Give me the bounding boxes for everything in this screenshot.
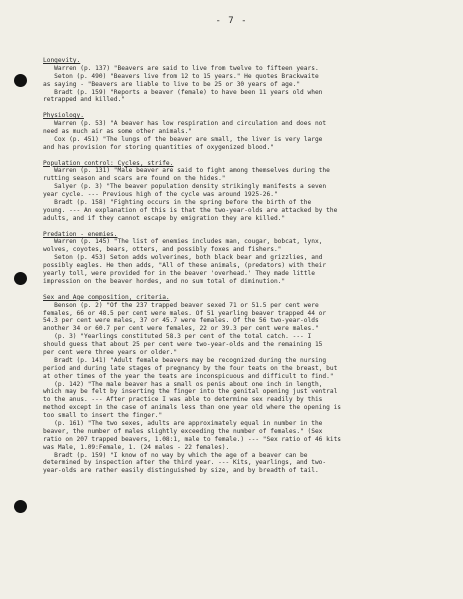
text-line: Seton (p. 490) "Beavers live from 12 to 15 years." He quotes Brackwaite [43, 72, 319, 80]
text-line: and has provision for storing quantities of oxygenized blood." [43, 143, 274, 151]
text-line: ratio on 207 trapped beavers, 1.08:1, male to female.) --- "Sex ratio of 46 kits [43, 435, 342, 443]
text-line: Salyer (p. 3) "The beaver population density strikingly manifests a seven [43, 183, 327, 191]
text-line: to the anus. --- After practice I was able to determine sex readily by this [43, 396, 323, 404]
section [43, 294, 441, 475]
text-line: 54.3 per cent were males, 37 or 45.7 were females. Of the 56 two-year-olds [43, 317, 319, 325]
punch-hole-top [14, 74, 27, 87]
punch-hole-middle [14, 272, 27, 285]
text-line: was Male, 1.09:Female, 1. (24 males - 22 females). [43, 443, 230, 451]
section [43, 112, 441, 151]
text-line: Bradt (p. 159) "I know of no way by which the age of a beaver can be [43, 451, 308, 459]
text-line: need as much air as some other animals." [43, 128, 193, 136]
text-line: too small to insert the finger." [43, 412, 163, 420]
text-line: yearly toll, were provided for in the beaver 'overhead.' They made little [43, 270, 315, 278]
text-line: Bradt (p. 141) "Adult female beavers may be recognized during the nursing [43, 356, 327, 364]
text-line: at other times of the year the teats are inconspicuous and difficult to find." [43, 372, 334, 380]
text-line: should guess that about 25 per cent were two-year-olds and the remaining 15 [43, 341, 323, 349]
section-heading: Predation - enemies. [43, 230, 118, 238]
text-line: impression on the beaver hordes, and no sum total of diminution." [43, 277, 286, 285]
text-line: method except in the case of animals less than one year old where the opening is [43, 404, 342, 412]
text-line: which may be felt by inserting the finger into the genital opening just ventral [43, 388, 338, 396]
text-line: year cycle. --- Previous high of the cycle was around 1925-26." [43, 191, 278, 199]
text-line: (p. 3) "Yearlings constituted 58.3 per cent of the total catch. --- I [43, 333, 312, 341]
text-line: rutting season and scars are found on the hides." [43, 175, 226, 183]
text-line: year-olds are rather easily distinguished by size, and by breadth of tail. [43, 467, 319, 475]
section [43, 160, 441, 223]
text-line: Seton (p. 453) Seton adds wolverines, both black bear and grizzlies, and [43, 254, 323, 262]
text-line: retrapped and killed." [43, 96, 125, 104]
text-line: Warren (p. 145) "The list of enemies includes man, cougar, bobcat, lynx, [43, 238, 323, 246]
text-line: wolves, coyotes, bears, otters, and possibly foxes and fishers." [43, 246, 282, 254]
text-line: Warren (p. 53) "A beaver has low respiration and circulation and does not [43, 120, 327, 128]
text-line: young. --- An explanation of this is that the two-year-olds are attacked by the [43, 206, 338, 214]
text-line: beaver, the number of males slightly exceeding the number of females." (Sex [43, 427, 323, 435]
text-line: Bradt (p. 158) "Fighting occurs in the spring before the birth of the [43, 199, 312, 207]
text-line: possibly eagles. He then adds, "All of these animals, (predators) with their [43, 262, 327, 270]
section-heading: Population control: Cycles, strife. [43, 159, 174, 167]
section-heading: Physiology. [43, 112, 84, 120]
text-line: period and during late stages of pregnancy by the four teats on the breast, but [43, 364, 338, 372]
text-line: (p. 142) "The male beaver has a small os penis about one inch in length, [43, 380, 323, 388]
page-number: - 7 - [215, 16, 248, 26]
text-line: adults, and if they cannot escape by emigration they are killed." [43, 214, 286, 222]
text-line: Warren (p. 131) "Male beaver are said to fight among themselves during the [43, 167, 330, 175]
section-heading: Longevity. [43, 57, 81, 64]
section [43, 57, 441, 104]
text-line: another 34 or 60.7 per cent were females, 22 or 39.3 per cent were males." [43, 325, 319, 333]
punch-hole-bottom [14, 500, 27, 513]
text-line: as saying - "Beavers are liable to live to be 25 or 30 years of age." [43, 80, 301, 88]
text-line: Bradt (p. 159) "Reports a beaver (female) to have been 11 years old when [43, 88, 323, 96]
section-heading: Sex and Age composition, criteria. [43, 293, 170, 301]
section [43, 231, 441, 286]
text-line: Cox (p. 451) "The lungs of the beaver are small, the liver is very large [43, 135, 323, 143]
text-line: (p. 161) "The two sexes, adults are approximately equal in number in the [43, 419, 323, 427]
text-line: per cent were three years or older." [43, 348, 178, 356]
text-line: Warren (p. 137) "Beavers are said to live from twelve to fifteen years. [43, 64, 319, 72]
text-line: Benson (p. 2) "Of the 237 trapped beaver sexed 71 or 51.5 per cent were [43, 301, 319, 309]
text-line: females, 66 or 48.5 per cent were males. Of 51 yearling beaver trapped 44 or [43, 309, 327, 317]
text-line: determined by inspection after the third year. --- Kits, yearlings, and two- [43, 459, 327, 467]
document-body [43, 57, 441, 483]
